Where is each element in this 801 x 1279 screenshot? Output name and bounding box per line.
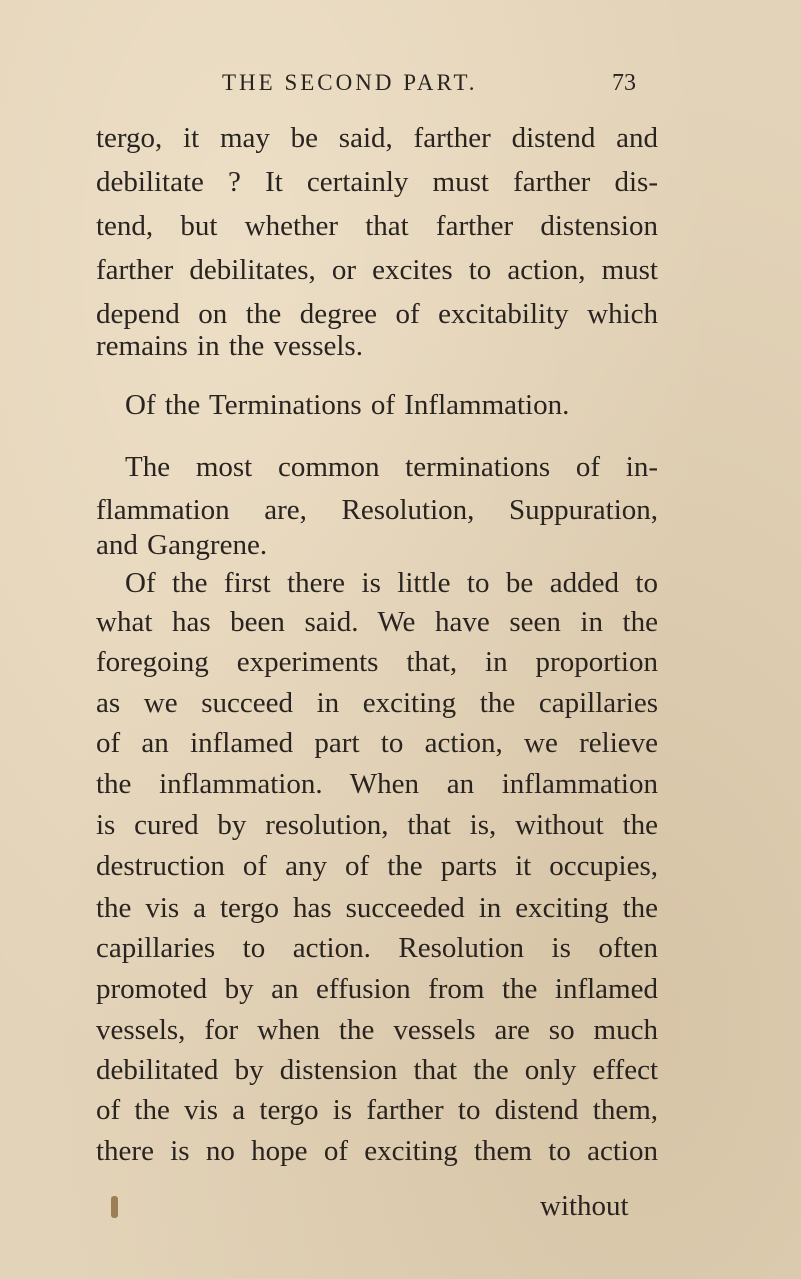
text-line: debilitated by distension that the only effect bbox=[96, 1054, 658, 1086]
text-line: and Gangrene. bbox=[96, 529, 268, 561]
text-line: as we succeed in exciting the capillaries bbox=[96, 687, 658, 719]
running-head bbox=[0, 66, 801, 100]
running-title: THE SECOND PART. bbox=[222, 70, 478, 95]
text-line: Of the first there is little to be added to bbox=[125, 567, 658, 599]
text-line: depend on the degree of excitability which bbox=[96, 298, 658, 330]
text-line: promoted by an effusion from the inflamed bbox=[96, 973, 658, 1005]
text-line: tergo, it may be said, farther distend and bbox=[96, 122, 658, 154]
text-line: of an inflamed part to action, we relieve bbox=[96, 727, 658, 759]
text-line: of the vis a tergo is farther to distend them, bbox=[96, 1094, 658, 1126]
text-line: capillaries to action. Resolution is often bbox=[96, 932, 658, 964]
text-line: remains in the vessels. bbox=[96, 330, 363, 362]
paper-stain bbox=[111, 1196, 118, 1218]
text-line: what has been said. We have seen in the bbox=[96, 606, 658, 638]
page-number: 73 bbox=[612, 70, 636, 96]
text-line: the inflammation. When an inflammation bbox=[96, 768, 658, 800]
text-line: flammation are, Resolution, Suppuration, bbox=[96, 494, 658, 526]
text-line: the vis a tergo has succeeded in exciting the bbox=[96, 892, 658, 924]
text-line: tend, but whether that farther distension bbox=[96, 210, 658, 242]
text-line: is cured by resolution, that is, without the bbox=[96, 809, 658, 841]
text-line: The most common terminations of in- bbox=[125, 451, 658, 483]
text-line: farther debilitates, or excites to action, must bbox=[96, 254, 658, 286]
catchword: without bbox=[540, 1190, 629, 1222]
text-line: debilitate ? It certainly must farther dis- bbox=[96, 166, 658, 198]
text-line: vessels, for when the vessels are so much bbox=[96, 1014, 658, 1046]
section-heading: Of the Terminations of Inflammation. bbox=[125, 389, 570, 421]
text-line: foregoing experiments that, in proportion bbox=[96, 646, 658, 678]
text-line: destruction of any of the parts it occupies, bbox=[96, 850, 658, 882]
text-line: there is no hope of exciting them to action bbox=[96, 1135, 658, 1167]
